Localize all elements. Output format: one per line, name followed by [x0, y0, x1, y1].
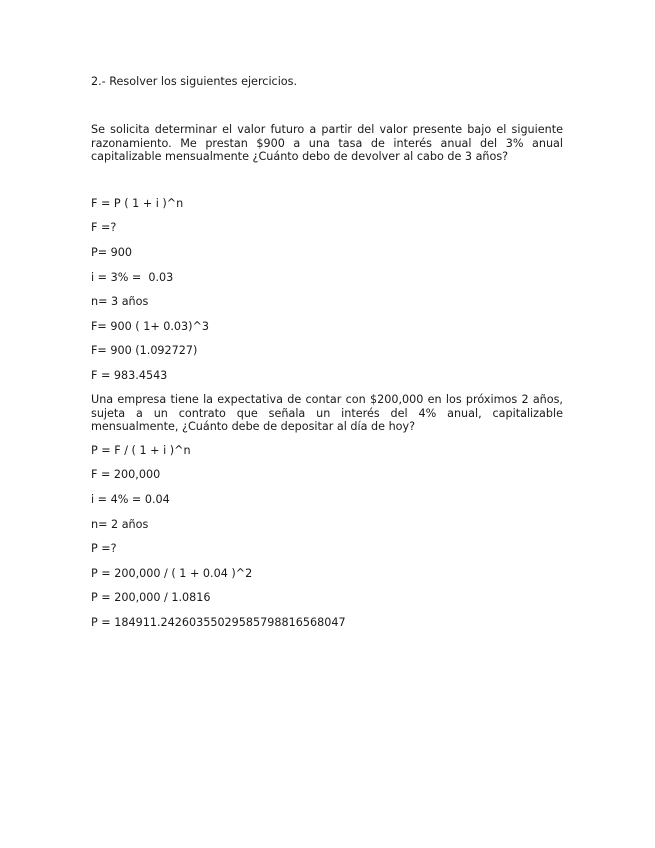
equation-line: P =? [91, 542, 117, 556]
equation-line: F= 900 (1.092727) [91, 344, 198, 358]
problem-1-solution [91, 197, 563, 383]
equation-line: i = 3% = 0.03 [91, 270, 174, 284]
equation-line: n= 2 años [91, 517, 149, 531]
problem-2-statement: Una empresa tiene la expectativa de contar con $200,000 en los próximos 2 años, sujeta a un contrato que señala un interés del 4% anual, capitalizable mensualmente, ¿Cuánto debe de depositar al día de hoy? [91, 392, 563, 434]
section-heading: 2.- Resolver los siguientes ejercicios. [91, 75, 298, 88]
equation-line: F =? [91, 221, 117, 235]
problem-1-statement: Se solicita determinar el valor futuro a partir del valor presente bajo el siguiente razonamiento. Me prestan $900 a una tasa de interés anual del 3% anual capitalizable mensualmente ¿Cuánto debo de devolver al cabo de 3 años? [91, 123, 563, 164]
problem-2-solution [91, 444, 563, 630]
equation-line: P= 900 [91, 245, 133, 259]
equation-line: n= 3 años [91, 295, 149, 309]
equation-line: P = F / ( 1 + i )^n [91, 443, 191, 457]
equation-line: F= 900 ( 1+ 0.03)^3 [91, 319, 210, 333]
result-line: P = 184911.24260355029585798816568047 [91, 615, 346, 629]
equation-line: F = P ( 1 + i )^n [91, 196, 184, 210]
equation-line: P = 200,000 / 1.0816 [91, 591, 211, 605]
equation-line: F = 200,000 [91, 468, 161, 482]
equation-line: P = 200,000 / ( 1 + 0.04 )^2 [91, 566, 253, 580]
document-body [91, 75, 563, 630]
result-line: F = 983.4543 [91, 368, 168, 382]
equation-line: i = 4% = 0.04 [91, 492, 170, 506]
